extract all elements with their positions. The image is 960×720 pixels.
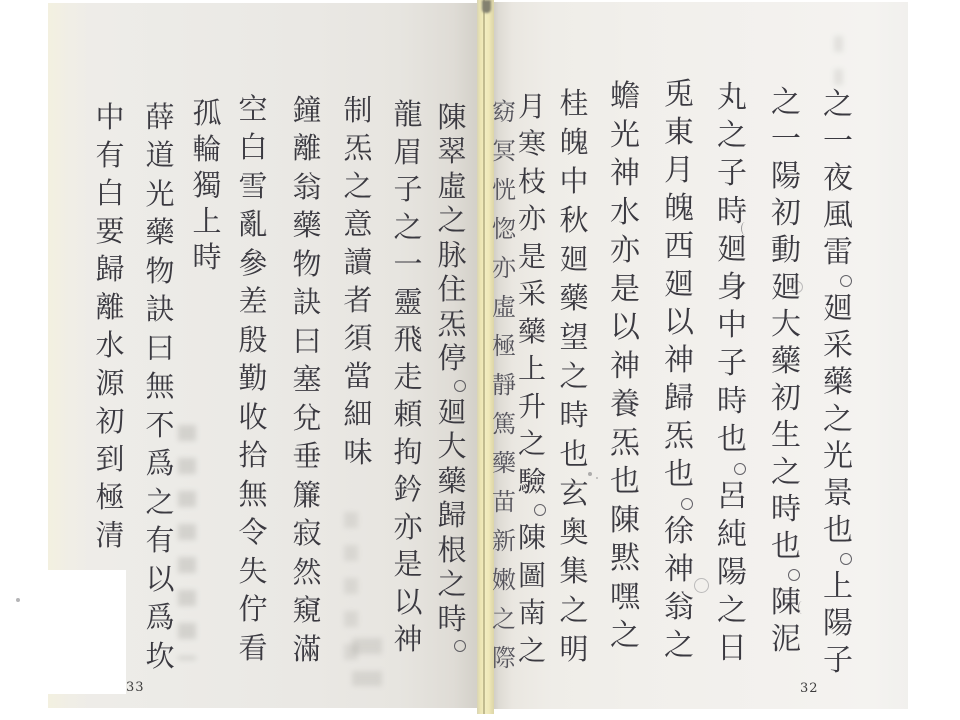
left-page-column-2: 龍 眉 子 之 一 靈 飛 走 頼 拘 鈐 亦 是 以 神	[393, 97, 423, 657]
left-page-column-8: 中 有 白 要 歸 離 水 源 初 到 極 清	[95, 99, 125, 552]
ink-bleed-smudge	[352, 638, 382, 686]
left-page-column-5: 空 白 雪 亂 參 差 殷 勤 收 拾 無 令 失 佇 看	[238, 91, 268, 665]
fold-line	[483, 0, 485, 714]
stain-mark	[16, 598, 20, 602]
right-page-column-1: 之 一 夜 風 雷 廻 采 藥 之 光 景 也 上 陽 子	[819, 86, 857, 679]
ink-bleed-smudge	[178, 425, 196, 660]
left-page-column-7: 薛 道 光 藥 物 訣 曰 無 不 爲 之 有 以 爲 坎	[145, 99, 175, 673]
left-page-column-3: 制 炁 之 意 讀 者 須 當 細 味	[343, 92, 373, 469]
left-page-column-6: 孤 輪 獨 上 時	[192, 95, 222, 274]
right-page-column-2: 之 一 陽 初 動 廻 大 藥 初 生 之 時 也 陳 泥	[767, 84, 805, 658]
fold-notch	[482, 0, 491, 13]
right-page-column-5: 蟾 光 神 水 亦 是 以 神 養 炁 也 陳 黙 嘿 之	[610, 79, 640, 654]
page-number-32: 32	[800, 681, 819, 696]
left-page-column-4: 鐘 離 翁 藥 物 訣 曰 塞 兌 垂 簾 寂 然 窺 滿	[292, 92, 322, 666]
page-number-33: 33	[126, 680, 145, 695]
right-page-column-3: 丸 之 子 時 廻 身 中 子 時 也 呂 純 陽 之 日	[713, 79, 751, 668]
ink-bleed-smudge	[834, 36, 843, 86]
white-cover-patch	[38, 570, 126, 694]
right-page-column-7: 月 寒 枝 亦 是 采 藥 上 升 之 驗 陳 圖 南 之	[513, 88, 551, 670]
left-page-column-1: 陳 翠 虛 之 脉 住 炁 停 廻 大 藥 歸 根 之 時	[434, 100, 470, 656]
right-page-column-6: 桂 魄 中 秋 廻 藥 望 之 時 也 玄 奥 集 之 明	[559, 86, 589, 666]
right-page-column-4: 兎 東 月 魄 西 廻 以 神 歸 炁 也 徐 神 翁 之	[660, 76, 698, 665]
right-page-column-8: 窈 冥 恍 惚 亦 虛 極 靜 篤 藥 苗 新 嫩 之 際	[492, 97, 516, 672]
